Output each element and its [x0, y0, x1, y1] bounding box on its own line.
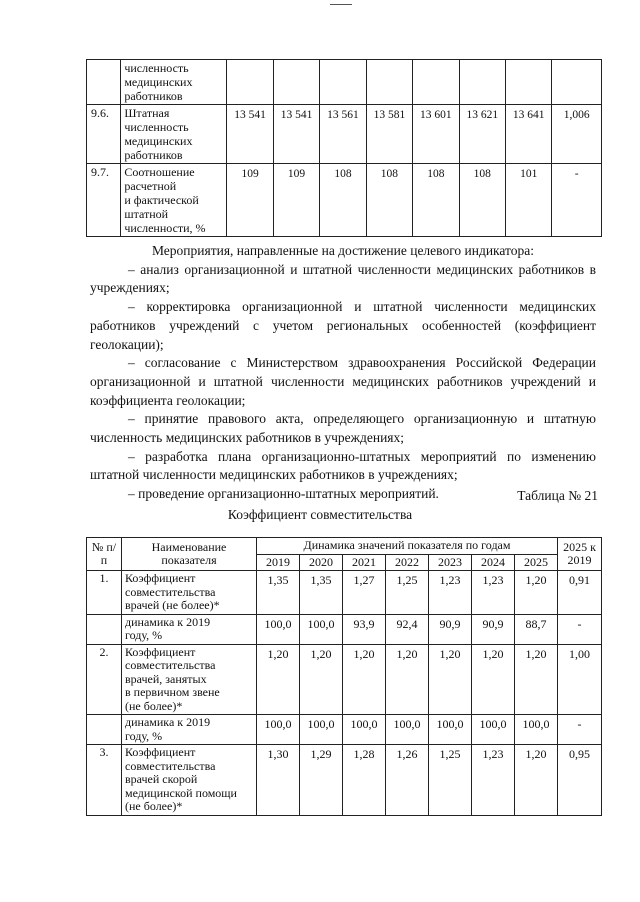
measure-item: – разработка плана организационно-штатных мероприятий по изменению штатной численности медицинских работников в учреждениях;	[90, 448, 596, 483]
header-2025-vs-2019: 2025 к 2019	[558, 538, 602, 571]
value-cell: 100,0	[300, 715, 343, 745]
measure-item: – корректировка организационной и штатной численности медицинских работников учреждений с учетом региональных особенностей (коэффициент геолокации);	[90, 299, 596, 352]
table-row	[87, 644, 602, 715]
table-row	[87, 571, 602, 615]
measures-block	[90, 242, 596, 504]
value-cell: 1,27	[343, 571, 386, 615]
value-cell: 13 581	[366, 105, 412, 164]
value-cell: 100,0	[343, 715, 386, 745]
value-cell	[413, 60, 459, 105]
value-cell: 90,9	[472, 614, 515, 644]
value-cell: 1,00	[558, 644, 602, 715]
value-cell: 100,0	[472, 715, 515, 745]
top-indicator-table	[86, 59, 602, 237]
header-year: 2025	[515, 554, 558, 571]
value-cell: 1,23	[472, 745, 515, 816]
header-year: 2022	[386, 554, 429, 571]
table-number: Таблица № 21	[517, 488, 598, 503]
value-cell	[320, 60, 366, 105]
table-row	[87, 745, 602, 816]
row-number: 2.	[87, 644, 122, 715]
indicator-name	[122, 571, 257, 615]
value-cell: 13 641	[505, 105, 551, 164]
value-cell: 1,20	[515, 745, 558, 816]
indicator-name	[121, 164, 227, 237]
indicator-name-line: численность	[124, 120, 189, 134]
indicator-name	[122, 614, 257, 644]
indicator-name-line: численность	[124, 61, 189, 75]
value-cell: 1,29	[300, 745, 343, 816]
indicator-name-line: Соотношение	[124, 165, 195, 179]
value-cell	[505, 60, 551, 105]
header-dynamics: Динамика значений показателя по годам	[257, 538, 558, 555]
indicator-name-line: врачей (не более)*	[125, 598, 220, 612]
value-cell	[227, 60, 273, 105]
indicator-name	[122, 715, 257, 745]
value-cell: 0,91	[558, 571, 602, 615]
table-title: Коэффициент совместительства	[227, 507, 413, 522]
value-cell: 108	[366, 164, 412, 237]
value-cell: 1,20	[515, 644, 558, 715]
value-cell: 1,20	[343, 644, 386, 715]
measure-item: – согласование с Министерством здравоохранения Российской Федерации организационной и штатной численности медицинских работников учреждений и коэффициента геолокации;	[90, 355, 596, 408]
indicator-name-line: работников	[124, 148, 183, 162]
value-cell: 1,28	[343, 745, 386, 816]
value-cell: 13 621	[459, 105, 505, 164]
indicator-name-line: динамика к 2019	[125, 715, 211, 729]
value-cell: 13 541	[273, 105, 319, 164]
indicator-name	[122, 745, 257, 816]
indicator-name-line: (не более)*	[125, 698, 183, 713]
value-cell: 100,0	[515, 715, 558, 745]
value-cell: 100,0	[257, 715, 300, 745]
value-cell: -	[558, 715, 602, 745]
indicator-name-line: году, %	[125, 628, 163, 642]
value-cell: 1,20	[257, 644, 300, 715]
value-cell: 1,26	[386, 745, 429, 816]
value-cell: -	[552, 164, 602, 237]
indicator-name-line: Коэффициент	[125, 571, 196, 585]
value-cell: 108	[320, 164, 366, 237]
value-cell: 1,35	[257, 571, 300, 615]
value-cell: 1,006	[552, 105, 602, 164]
value-cell: 1,23	[472, 571, 515, 615]
value-cell: 1,20	[429, 644, 472, 715]
combination-coefficient-table	[86, 537, 602, 816]
indicator-name-line: динамика к 2019	[125, 614, 211, 629]
value-cell: 100,0	[300, 614, 343, 644]
row-number: 1.	[87, 571, 122, 615]
value-cell: 93,9	[343, 614, 386, 644]
value-cell: 100,0	[429, 715, 472, 745]
value-cell: 100,0	[257, 614, 300, 644]
table-row	[87, 105, 602, 164]
indicator-name-line: медицинских	[124, 134, 193, 148]
indicator-name-line: совместительства	[125, 658, 216, 672]
row-number: 9.7.	[87, 164, 121, 237]
value-cell	[273, 60, 319, 105]
indicator-name	[122, 644, 257, 715]
indicator-name-line: году, %	[125, 728, 163, 743]
value-cell: 92,4	[386, 614, 429, 644]
indicator-name-line: Коэффициент	[125, 644, 196, 659]
indicator-name-line: совместительства	[125, 584, 216, 599]
value-cell: 1,30	[257, 745, 300, 816]
value-cell: 109	[227, 164, 273, 237]
indicator-name-line: Штатная	[124, 106, 170, 120]
indicator-name	[121, 60, 227, 105]
row-number: 9.6.	[87, 105, 121, 164]
measure-item: – проведение организационно-штатных мероприятий.	[128, 486, 439, 502]
value-cell: 13 601	[413, 105, 459, 164]
value-cell: 108	[413, 164, 459, 237]
indicator-name	[121, 105, 227, 164]
header-year: 2020	[300, 554, 343, 571]
table-row	[87, 614, 602, 644]
indicator-name-line: штатной	[124, 207, 169, 221]
value-cell: 1,25	[429, 745, 472, 816]
measure-item: – принятие правового акта, определяющего организационную и штатную численность медицинских работников в учреждениях;	[90, 411, 596, 446]
indicator-name-line: врачей скорой	[125, 772, 198, 786]
value-cell: 100,0	[386, 715, 429, 745]
measures-heading: Мероприятия, направленные на достижение целевого индикатора:	[151, 243, 535, 258]
value-cell: 1,20	[300, 644, 343, 715]
value-cell: 90,9	[429, 614, 472, 644]
value-cell: 1,35	[300, 571, 343, 615]
table-row	[87, 164, 602, 237]
header-year: 2019	[257, 554, 300, 571]
indicator-name-line: медицинских	[124, 75, 193, 89]
value-cell: 109	[273, 164, 319, 237]
header-year: 2023	[429, 554, 472, 571]
row-number: 3.	[87, 745, 122, 816]
header-no: № п/п	[87, 538, 122, 571]
header-row	[87, 538, 602, 555]
indicator-name-line: в первичном звене	[125, 685, 220, 699]
indicator-name-line: расчетной	[124, 179, 177, 193]
value-cell: 1,20	[472, 644, 515, 715]
value-cell: 0,95	[558, 745, 602, 816]
value-cell: 101	[505, 164, 551, 237]
indicator-name-line: (не более)*	[125, 799, 183, 813]
value-cell	[459, 60, 505, 105]
indicator-name-line: Коэффициент	[125, 745, 196, 759]
value-cell: 108	[459, 164, 505, 237]
indicator-name-line: численности, %	[124, 221, 206, 235]
indicator-name-line: работников	[124, 89, 183, 103]
header-year: 2021	[343, 554, 386, 571]
value-cell: 13 561	[320, 105, 366, 164]
row-number	[87, 715, 122, 745]
page-top-mark	[330, 4, 352, 5]
indicator-name-line: совместительства	[125, 758, 216, 773]
value-cell: 1,20	[515, 571, 558, 615]
table-row	[87, 715, 602, 745]
value-cell: 13 541	[227, 105, 273, 164]
value-cell: -	[558, 614, 602, 644]
row-number	[87, 614, 122, 644]
indicator-name-line: врачей, занятых	[125, 671, 207, 686]
table-row	[87, 60, 602, 105]
value-cell: 1,20	[386, 644, 429, 715]
indicator-name-line: медицинской помощи	[125, 785, 237, 800]
header-name: Наименование показателя	[122, 538, 257, 571]
value-cell: 88,7	[515, 614, 558, 644]
value-cell: 1,23	[429, 571, 472, 615]
measure-item: – анализ организационной и штатной численности медицинских работников в учреждениях;	[90, 261, 596, 296]
header-year: 2024	[472, 554, 515, 571]
value-cell	[552, 60, 602, 105]
row-number	[87, 60, 121, 105]
indicator-name-line: и фактической	[124, 193, 199, 207]
value-cell	[366, 60, 412, 105]
value-cell: 1,25	[386, 571, 429, 615]
